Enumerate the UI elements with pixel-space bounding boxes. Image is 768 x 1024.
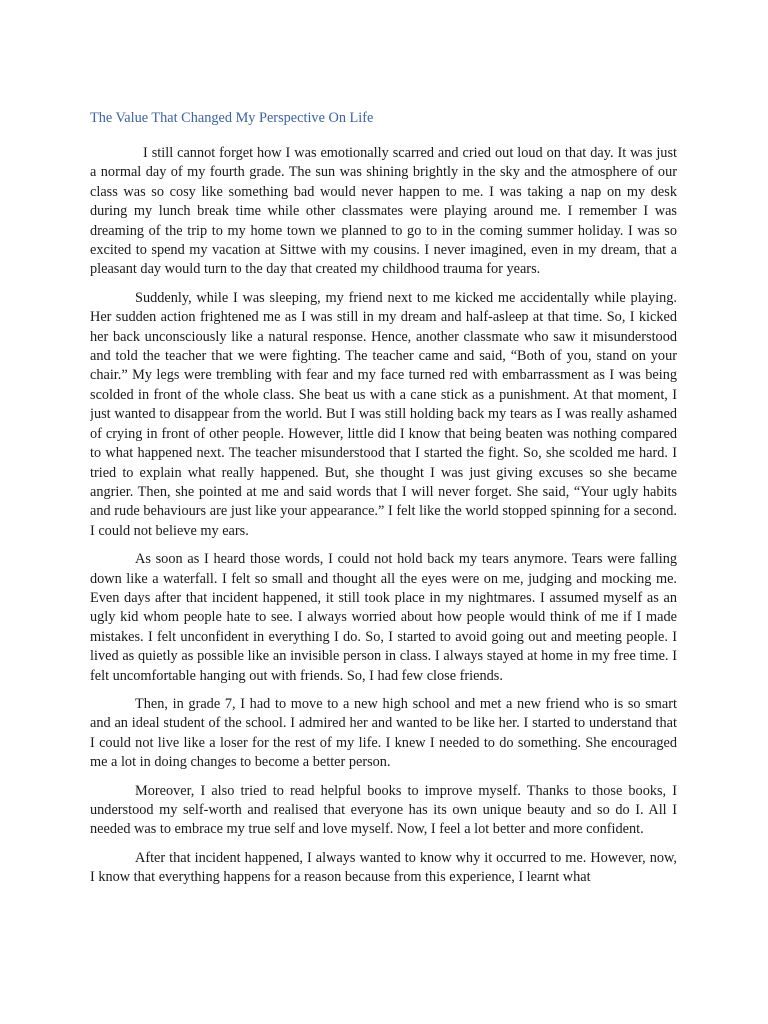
paragraph-6: After that incident happened, I always wanted to know why it occurred to me. However, now, I know that everything happens for a reason because from this experience, I learnt what — [90, 849, 677, 886]
paragraph-3: As soon as I heard those words, I could not hold back my tears anymore. Tears were falling down like a waterfall. I felt so small and thought all the eyes were on me, judging and mocking me. Even days after that incident happened, it still took place in my nightmares. I assumed myself as an ugly kid whom people hate to see. I always worried about how people would think of me if I made mistakes. I felt unconfident in everything I do. So, I started to avoid going out and meeting people. I lived as quietly as possible like an invisible person in class. I always stayed at home in my free time. I felt uncomfortable hanging out with friends. So, I had few close friends. — [90, 551, 677, 684]
paragraph-2: Suddenly, while I was sleeping, my friend next to me kicked me accidentally while playing. Her sudden action frightened me as I was still in my dream and half-asleep at that time. So, I kicked her back unconsciously like a natural response. Hence, another classmate who saw it misunderstood and told the teacher that we were fighting. The teacher came and said, “Both of you, stand on your chair.” My legs were trembling with fear and my face turned red with embarrassment as I was being scolded in front of the whole class. She beat us with a cane stick as a punishment. At that moment, I just wanted to disappear from the world. But I was still holding back my tears as I was really ashamed of crying in front of other people. However, little did I know that being beaten was nothing compared to what happened next. The teacher misunderstood that I started the fight. So, she scolded me hard. I tried to explain what really happened. But, she thought I was just giving excuses so she became angrier. Then, she pointed at me and said words that I will never forget. She said, “Your ugly habits and rude behaviours are just like your appearance.” I felt like the world stopped spinning for a second. I could not believe my ears. — [90, 289, 677, 539]
paragraph-4: Then, in grade 7, I had to move to a new high school and met a new friend who is so smart and an ideal student of the school. I admired her and wanted to be like her. I started to understand that I could not live like a loser for the rest of my life. I knew I needed to do something. She encouraged me a lot in doing changes to become a better person. — [90, 695, 677, 771]
document-title: The Value That Changed My Perspective On Life — [90, 110, 374, 126]
paragraph-1: I still cannot forget how I was emotionally scarred and cried out loud on that day. It was just a normal day of my fourth grade. The sun was shining brightly in the sky and the atmosphere of our class was so cosy like something bad would never happen to me. I was taking a nap on my desk during my lunch break time while other classmates were playing around me. I remember I was dreaming of the trip to my home town we planned to go to in the coming summer holiday. I was so excited to spend my vacation at Sittwe with my cousins. I never imagined, even in my dream, that a pleasant day would turn to the day that created my childhood trauma for years. — [90, 145, 677, 278]
paragraph-5: Moreover, I also tried to read helpful books to improve myself. Thanks to those books, I understood my self-worth and realised that everyone has its own unique beauty and so do I. All I needed was to embrace my true self and love myself. Now, I feel a lot better and more confident. — [90, 782, 677, 838]
document-page — [90, 108, 677, 928]
